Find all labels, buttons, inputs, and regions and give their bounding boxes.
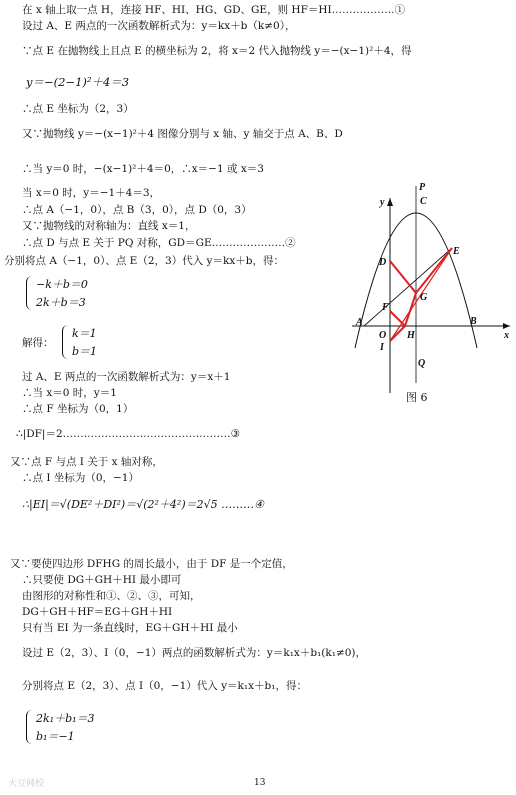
text-line: 又∵点 F 与点 I 关于 x 轴对称， <box>10 456 163 468</box>
label-h: H <box>407 330 415 341</box>
text-line: 设过 A、E 两点的一次函数解析式为：y＝kx＋b（k≠0）， <box>22 20 296 32</box>
text-line: ∴点 A（−1，0），点 B（3，0），点 D（0，3） <box>22 204 252 216</box>
text-line: 分别将点 E（2，3）、点 I（0，−1）代入 y＝k₁x＋b₁，得： <box>22 680 307 692</box>
label-y: y <box>380 197 385 208</box>
label-d: D <box>379 257 387 268</box>
text-line: 过 A、E 两点的一次函数解析式为：y＝x＋1 <box>22 371 231 383</box>
text-line: ∴点 D 与点 E 关于 PQ 对称，GD＝GE…………………② <box>22 237 296 249</box>
label-e: E <box>453 246 460 257</box>
text-line: 由图形的对称性和①、②、③，可知， <box>22 590 201 602</box>
text-line: 又∵要使四边形 DFHG 的周长最小，由于 DF 是一个定值， <box>10 558 293 570</box>
page-number: 13 <box>254 778 266 788</box>
label-b: B <box>470 316 477 327</box>
text-line: 只有当 EI 为一条直线时，EG＋GH＋HI 最小 <box>22 622 238 634</box>
text-line: ∵点 E 在抛物线上且点 E 的横坐标为 2，将 x＝2 代入抛物线 y＝−(x−1)²＋4，得 <box>22 45 412 57</box>
label-q: Q <box>418 358 426 369</box>
text-line: 又∵抛物线的对称轴为：直线 x＝1， <box>22 220 196 232</box>
text-line: ∴|DF|＝2…………………………………………③ <box>16 428 241 440</box>
equation: b₁＝−1 <box>36 730 75 743</box>
y-axis-arrow <box>387 198 393 206</box>
text-line: ∴当 x＝0 时，y＝1 <box>22 387 117 399</box>
parabola-figure <box>352 178 512 398</box>
x-axis-arrow <box>503 323 510 329</box>
text-line: 当 x＝0 时，y＝−1＋4＝3， <box>22 187 161 199</box>
equation: −k＋b＝0 <box>36 278 88 291</box>
equation: 2k₁＋b₁＝3 <box>36 712 95 725</box>
text-line: 在 x 轴上取一点 H，连接 HF、HI、HG、GD、GE，则 HF＝HI………………① <box>22 4 406 16</box>
text-line: ∴只要使 DG＋GH＋HI 最小即可 <box>22 574 182 586</box>
text-line: 设过 E（2，3）、I（0，−1）两点的函数解析式为：y＝k₁x＋b₁(k₁≠0)， <box>22 647 367 659</box>
label-f: F <box>382 302 389 313</box>
equation: y＝−(2−1)²＋4＝3 <box>26 75 130 89</box>
text-line: ∴当 y＝0 时，−(x−1)²＋4＝0，∴x＝−1 或 x＝3 <box>22 163 264 175</box>
equation-system <box>26 276 106 310</box>
label-p: P <box>419 182 426 193</box>
text-line: ∴点 I 坐标为（0，−1） <box>22 472 139 484</box>
label-a: A <box>356 317 363 328</box>
text-line: ∴点 F 坐标为（0，1） <box>22 403 134 415</box>
label-i: I <box>380 342 384 353</box>
text-line: 解得： <box>22 337 54 349</box>
segment-fh <box>390 311 405 326</box>
label-o: O <box>379 330 387 341</box>
segment-dg <box>390 261 416 293</box>
equation: ∴|EI|＝√(DE²＋DI²)＝√(2²＋4²)＝2√5 ………④ <box>22 498 264 511</box>
text-line: 分别将点 A（−1，0）、点 E（2，3）代入 y＝kx＋b，得： <box>4 255 284 267</box>
text-line: ∴点 E 坐标为（2，3） <box>22 103 134 115</box>
figure-caption: 图 6 <box>406 391 428 404</box>
equation-system <box>62 325 112 359</box>
watermark: 大豆网校 <box>8 779 45 789</box>
brace <box>62 325 69 359</box>
label-g: G <box>420 292 428 303</box>
equation: k＝1 <box>72 327 97 340</box>
label-x: x <box>504 330 509 341</box>
brace <box>26 710 33 744</box>
equation: 2k＋b＝3 <box>36 296 86 309</box>
segment-ge <box>416 248 452 293</box>
label-c: C <box>420 196 427 207</box>
text-line: DG＋GH＋HF＝EG＋GH＋HI <box>22 606 173 618</box>
brace <box>26 276 33 310</box>
equation: b＝1 <box>72 345 98 358</box>
segment-hi <box>390 326 405 341</box>
equation-system <box>26 710 116 744</box>
text-line: 又∵抛物线 y＝−(x−1)²＋4 图像分别与 x 轴、y 轴交于点 A、B、D <box>22 128 343 140</box>
